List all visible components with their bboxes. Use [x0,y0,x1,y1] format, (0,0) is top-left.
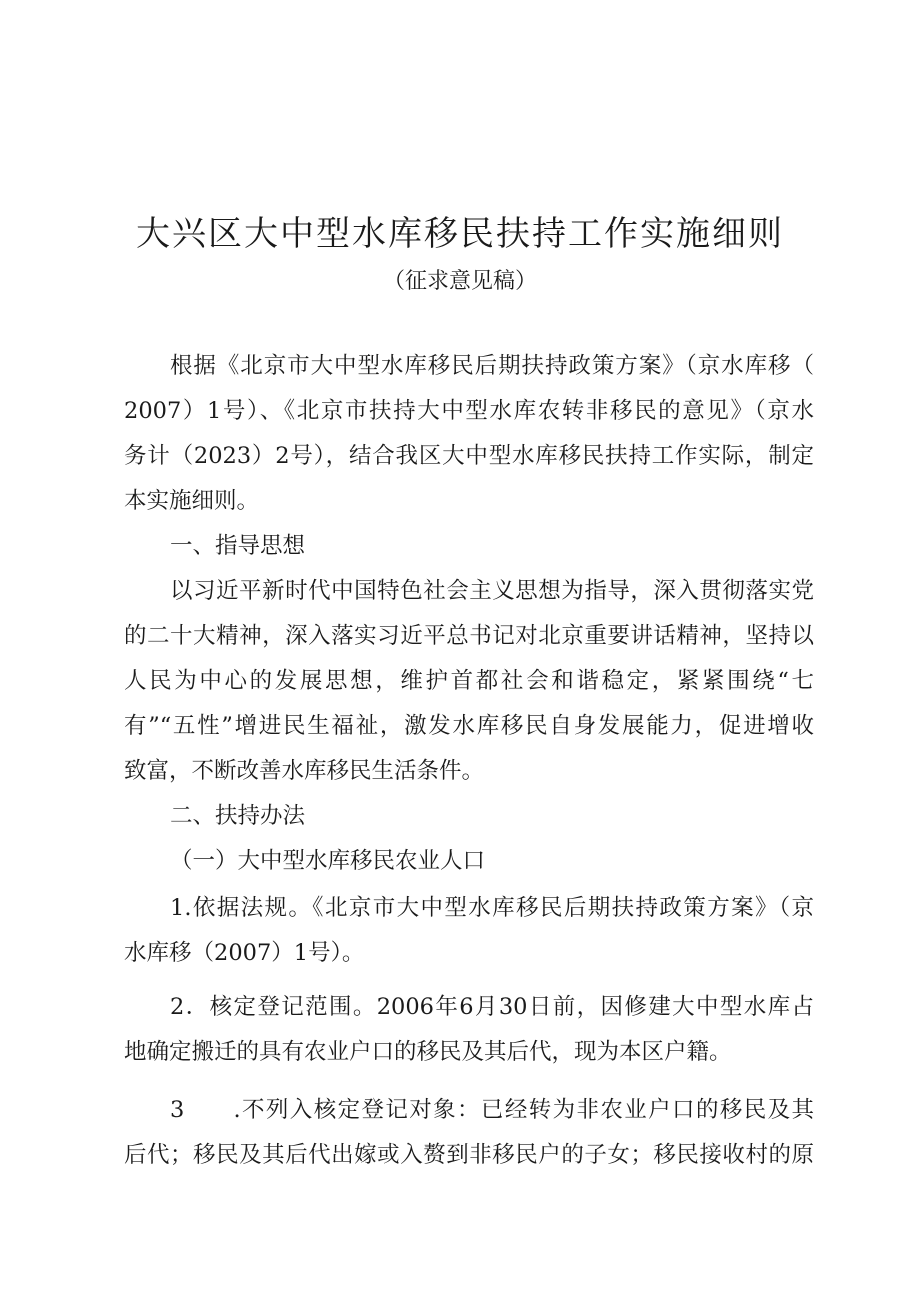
paragraph-line: 1.依据法规。《北京市大中型水库移民后期扶持政策方案》（京 [170,895,814,921]
section-heading: 一、指导思想 [170,533,306,559]
paragraph-line: 以习近平新时代中国特色社会主义思想为指导，深入贯彻落实党 [170,578,814,604]
paragraph-line: 水库移（2007）1号）。 [124,940,365,966]
paragraph-line: 2．核定登记范围。2006年6月30日前，因修建大中型水库占 [170,994,814,1020]
paragraph-line: 致富，不断改善水库移民生活条件。 [124,758,485,784]
paragraph-line: 后代；移民及其后代出嫁或入赘到非移民户的子女；移民接收村的原 [124,1142,814,1168]
paragraph-line: 有”“五性”增进民生福祉，激发水库移民自身发展能力，促进增收 [124,713,814,739]
section-heading: 二、扶持办法 [170,803,306,829]
paragraph-line: 务计（2023）2号），结合我区大中型水库移民扶持工作实际，制定 [124,443,814,469]
paragraph-line: 地确定搬迁的具有农业户口的移民及其后代，现为本区户籍。 [124,1039,732,1065]
paragraph-line: 的二十大精神，深入落实习近平总书记对北京重要讲话精神，坚持以 [124,623,814,649]
document-body [124,344,814,1178]
document-title: 大兴区大中型水库移民扶持工作实施细则 [136,214,784,254]
paragraph-line: 2007）1号）、《北京市扶持大中型水库农转非移民的意见》（京水 [124,398,814,424]
document-subtitle: （征求意见稿） [382,269,537,294]
paragraph-line: 人民为中心的发展思想，维护首都社会和谐稳定，紧紧围绕“七 [124,668,814,694]
paragraph-line: 本实施细则。 [124,488,260,514]
paragraph-line: 根据《北京市大中型水库移民后期扶持政策方案》（京水库移（ [170,353,814,379]
subsection-heading: （一）大中型水库移民农业人口 [170,848,486,874]
paragraph-line: 3 .不列入核定登记对象：已经转为非农业户口的移民及其 [170,1097,814,1123]
